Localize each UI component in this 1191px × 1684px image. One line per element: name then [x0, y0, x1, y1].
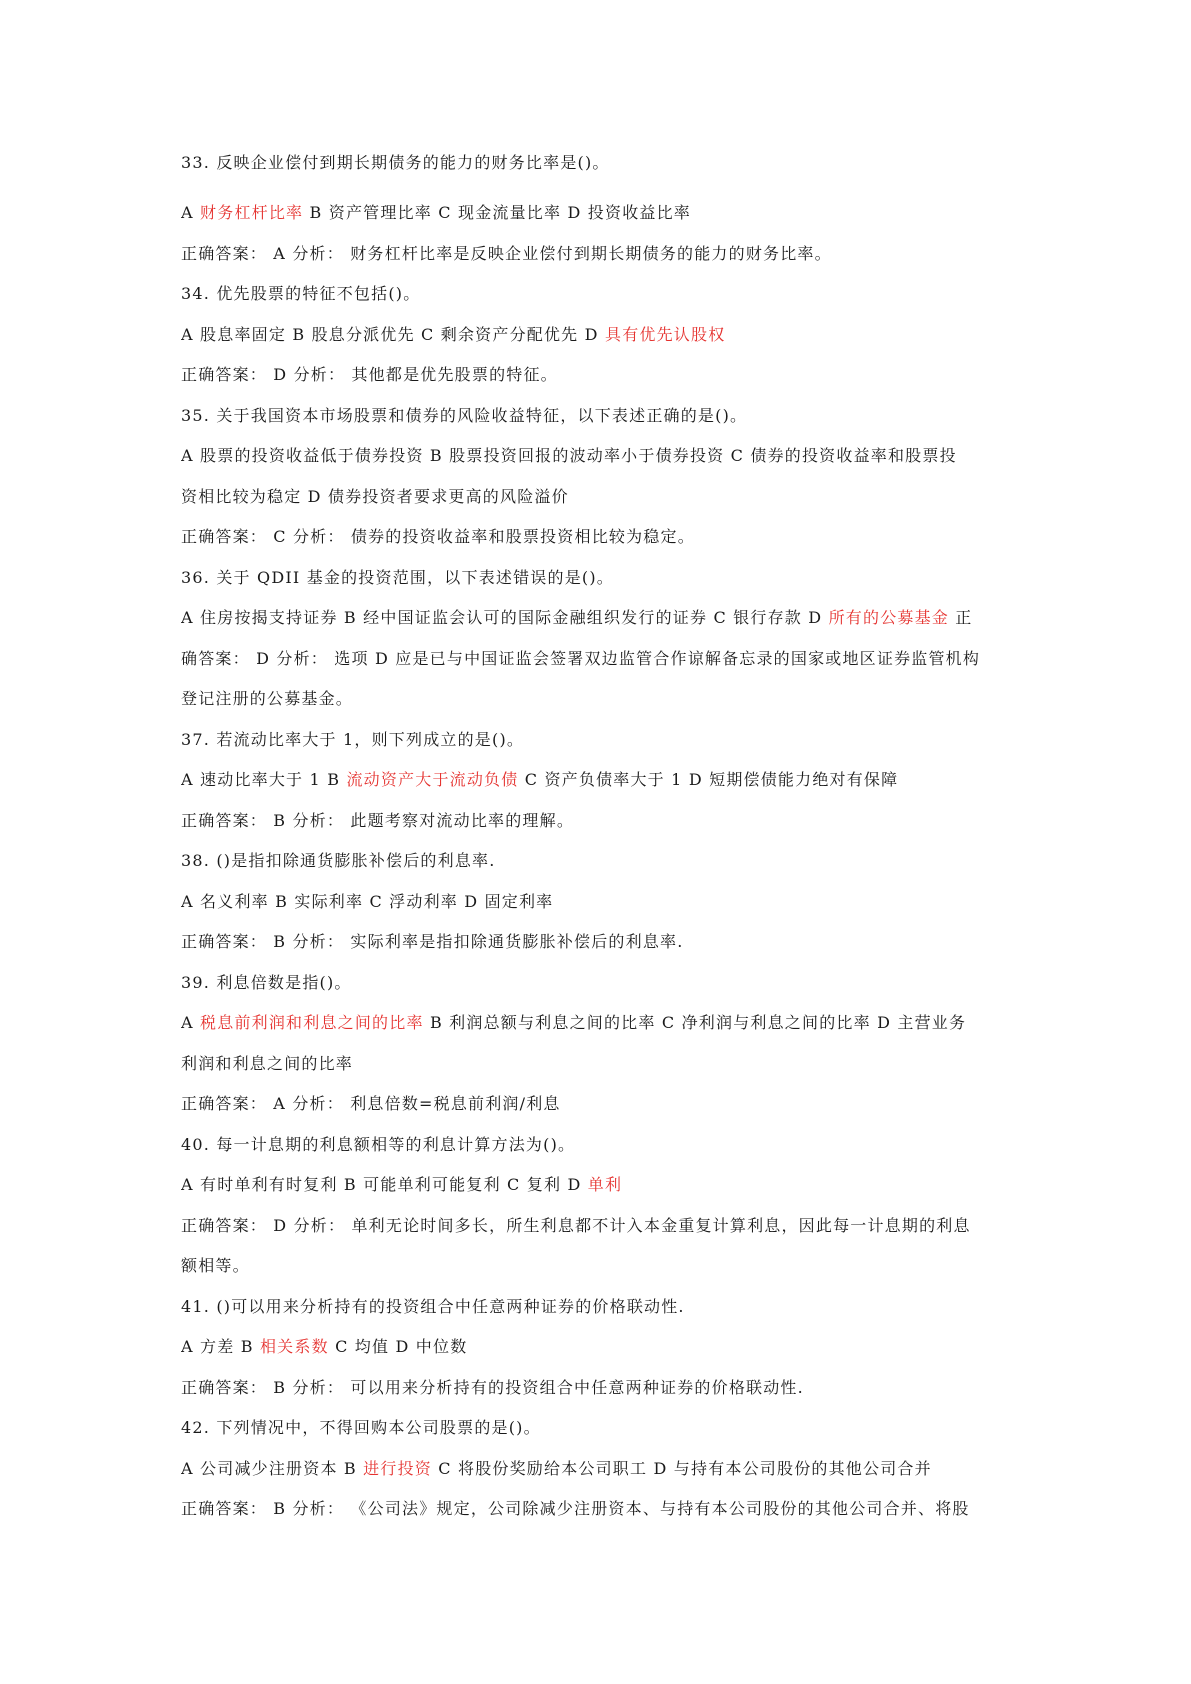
text-line	[181, 1292, 1031, 1322]
text-line	[181, 1332, 1031, 1362]
text-segment: 正确答案： B 分析： 《公司法》规定，公司除减少注册资本、与持有本公司股份的其他公司合并、将股	[181, 1499, 970, 1518]
text-line	[181, 1170, 1031, 1200]
text-line	[181, 684, 1031, 714]
text-segment: 正确答案： D 分析： 其他都是优先股票的特征。	[181, 365, 558, 384]
text-segment: B 资产管理比率 C 现金流量比率 D 投资收益比率	[303, 203, 691, 222]
highlighted-answer: 具有优先认股权	[605, 325, 726, 344]
text-segment: 登记注册的公募基金。	[181, 689, 354, 708]
text-segment: 39. 利息倍数是指()。	[181, 973, 352, 992]
text-line	[181, 401, 1031, 431]
text-segment: A 公司减少注册资本 B	[181, 1459, 364, 1478]
highlighted-answer: 单利	[587, 1175, 623, 1194]
text-line	[181, 522, 1031, 552]
text-line	[181, 846, 1031, 876]
text-line	[181, 563, 1031, 593]
text-line	[181, 644, 1031, 674]
text-segment: 34. 优先股票的特征不包括()。	[181, 284, 421, 303]
text-line	[181, 279, 1031, 309]
highlighted-answer: 税息前利润和利息之间的比率	[200, 1013, 424, 1032]
text-line	[181, 887, 1031, 917]
highlighted-answer: 财务杠杆比率	[200, 203, 304, 222]
text-segment: 确答案： D 分析： 选项 D 应是已与中国证监会签署双边监管合作谅解备忘录的国家或地区证券监管机构	[181, 649, 981, 668]
text-line	[181, 482, 1031, 512]
text-segment: A 速动比率大于 1 B	[181, 770, 347, 789]
text-segment: 38. ()是指扣除通货膨胀补偿后的利息率.	[181, 851, 496, 870]
text-segment: 正确答案： B 分析： 实际利率是指扣除通货膨胀补偿后的利息率.	[181, 932, 684, 951]
text-segment: 36. 关于 QDII 基金的投资范围，以下表述错误的是()。	[181, 568, 614, 587]
text-line	[181, 725, 1031, 755]
text-segment: 正确答案： C 分析： 债券的投资收益率和股票投资相比较为稳定。	[181, 527, 695, 546]
text-segment: 正确答案： D 分析： 单利无论时间多长，所生利息都不计入本金重复计算利息，因此每一计息期的利息	[181, 1216, 971, 1235]
text-line	[181, 360, 1031, 390]
text-line	[181, 927, 1031, 957]
text-segment: 额相等。	[181, 1256, 250, 1275]
text-segment: 正确答案： A 分析： 财务杠杆比率是反映企业偿付到期长期债务的能力的财务比率。	[181, 244, 832, 263]
text-line	[181, 1251, 1031, 1281]
text-segment: A	[181, 1013, 201, 1032]
text-line	[181, 148, 1031, 178]
text-segment: A 股息率固定 B 股息分派优先 C 剩余资产分配优先 D	[181, 325, 605, 344]
text-segment: C 均值 D 中位数	[328, 1337, 468, 1356]
text-line	[181, 320, 1031, 350]
text-line	[181, 603, 1031, 633]
text-segment: 42. 下列情况中，不得回购本公司股票的是()。	[181, 1418, 541, 1437]
text-segment: 正	[949, 608, 973, 627]
text-segment: A 名义利率 B 实际利率 C 浮动利率 D 固定利率	[181, 892, 554, 911]
text-line	[181, 1049, 1031, 1079]
text-line	[181, 239, 1031, 269]
text-line	[181, 806, 1031, 836]
text-segment: A	[181, 203, 201, 222]
text-line	[181, 1211, 1031, 1241]
text-segment: C 将股份奖励给本公司职工 D 与持有本公司股份的其他公司合并	[431, 1459, 932, 1478]
text-segment: A 住房按揭支持证券 B 经中国证监会认可的国际金融组织发行的证券 C 银行存款 D	[181, 608, 829, 627]
text-segment: B 利润总额与利息之间的比率 C 净利润与利息之间的比率 D 主营业务	[423, 1013, 967, 1032]
text-segment: 40. 每一计息期的利息额相等的利息计算方法为()。	[181, 1135, 576, 1154]
text-segment: A 股票的投资收益低于债券投资 B 股票投资回报的波动率小于债券投资 C 债券的投资收益率和股票投	[181, 446, 957, 465]
text-segment: 正确答案： A 分析： 利息倍数=税息前利润/利息	[181, 1094, 561, 1113]
highlighted-answer: 相关系数	[259, 1337, 329, 1356]
text-segment: 35. 关于我国资本市场股票和债券的风险收益特征，以下表述正确的是()。	[181, 406, 748, 425]
text-segment: 正确答案： B 分析： 此题考察对流动比率的理解。	[181, 811, 575, 830]
highlighted-answer: 进行投资	[363, 1459, 432, 1478]
text-segment: A 有时单利有时复利 B 可能单利可能复利 C 复利 D	[181, 1175, 588, 1194]
highlighted-answer: 所有的公募基金	[828, 608, 949, 627]
text-segment: A 方差 B	[181, 1337, 260, 1356]
text-line	[181, 1089, 1031, 1119]
text-line	[181, 1494, 1031, 1524]
text-line	[181, 441, 1031, 471]
text-line	[181, 1130, 1031, 1160]
text-segment: 37. 若流动比率大于 1，则下列成立的是()。	[181, 730, 525, 749]
text-segment: C 资产负债率大于 1 D 短期偿债能力绝对有保障	[518, 770, 899, 789]
text-line	[181, 1413, 1031, 1443]
text-segment: 利润和利息之间的比率	[181, 1054, 354, 1073]
text-segment: 41. ()可以用来分析持有的投资组合中任意两种证券的价格联动性.	[181, 1297, 685, 1316]
text-line	[181, 1373, 1031, 1403]
highlighted-answer: 流动资产大于流动负债	[346, 770, 519, 789]
text-line	[181, 765, 1031, 795]
text-line	[181, 968, 1031, 998]
text-line	[181, 1008, 1031, 1038]
text-line	[181, 198, 1031, 228]
text-line	[181, 1454, 1031, 1484]
text-segment: 正确答案： B 分析： 可以用来分析持有的投资组合中任意两种证券的价格联动性.	[181, 1378, 804, 1397]
text-segment: 资相比较为稳定 D 债券投资者要求更高的风险溢价	[181, 487, 569, 506]
text-segment: 33. 反映企业偿付到期长期债务的能力的财务比率是()。	[181, 153, 610, 172]
